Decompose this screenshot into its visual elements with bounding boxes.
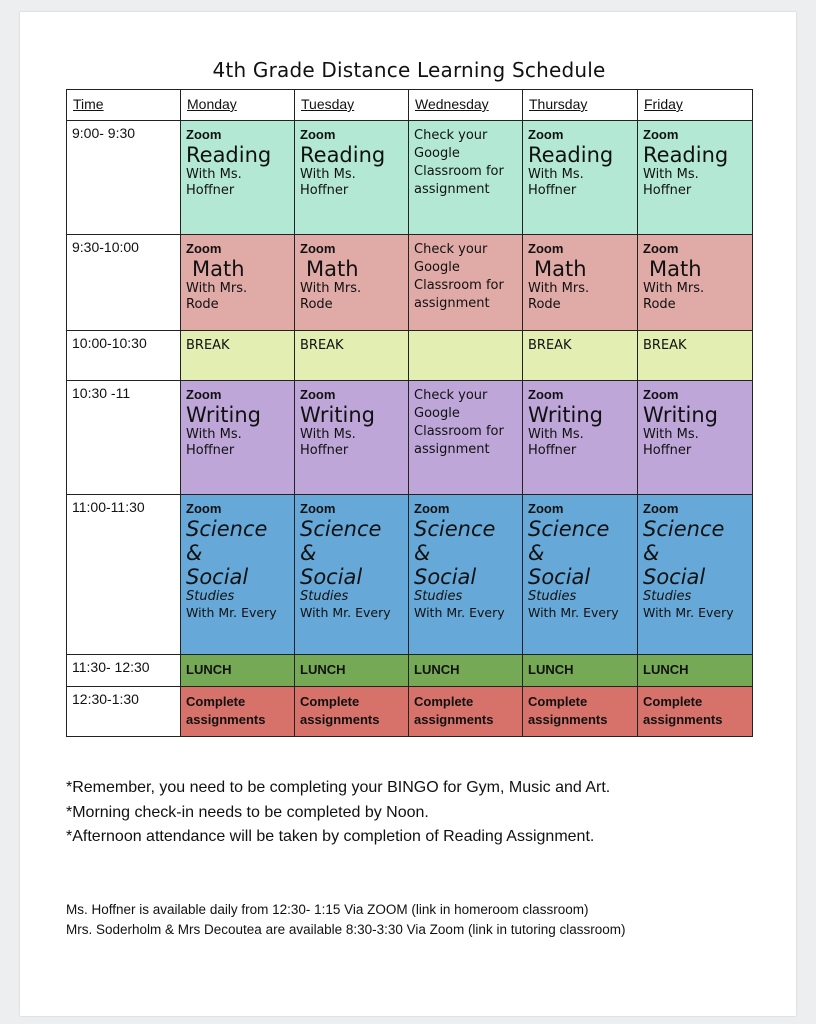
wed-line: Classroom for <box>414 424 504 439</box>
lunch-label: LUNCH <box>300 662 346 677</box>
subject-sub: Studies <box>414 589 463 604</box>
wed-line: Check your <box>414 128 488 143</box>
zoom-label: Zoom <box>300 387 336 402</box>
subject-label: Math <box>192 257 245 281</box>
break-label: BREAK <box>528 338 572 353</box>
header-row <box>67 90 753 121</box>
zoom-label: Zoom <box>300 127 336 142</box>
note-attendance: *Afternoon attendance will be taken by completion of Reading Assignment. <box>66 828 595 845</box>
zoom-label: Zoom <box>300 241 336 256</box>
break-label: BREAK <box>186 338 230 353</box>
teacher-line: With Mrs. <box>186 281 248 296</box>
time-cell: 9:00- 9:30 <box>67 121 181 235</box>
availability-info <box>66 900 626 940</box>
subject-label: Social <box>186 565 249 589</box>
zoom-label: Zoom <box>528 387 564 402</box>
teacher-line: With Ms. <box>643 427 699 442</box>
teacher-line: With Mr. Every <box>643 605 734 620</box>
teacher-name: Hoffner <box>186 443 235 458</box>
subject-label: Reading <box>528 143 614 167</box>
subject-label: Writing <box>186 403 261 427</box>
teacher-name: Rode <box>528 297 561 312</box>
lunch-cell-monday <box>181 655 295 687</box>
subject-label: Science & <box>186 517 268 565</box>
page-title: 4th Grade Distance Learning Schedule <box>212 58 606 82</box>
zoom-label: Zoom <box>186 127 222 142</box>
subject-label: Social <box>643 565 706 589</box>
time-cell: 9:30-10:00 <box>67 235 181 331</box>
zoom-label: Zoom <box>186 387 222 402</box>
wed-line: Google <box>414 146 460 161</box>
teacher-name: Hoffner <box>528 443 577 458</box>
zoom-label: Zoom <box>186 501 222 516</box>
row-break <box>67 331 753 381</box>
complete-line: assignments <box>643 712 723 727</box>
subject-sub: Studies <box>300 589 349 604</box>
science-cell-thursday <box>523 495 638 655</box>
complete-cell-tuesday <box>295 687 409 737</box>
subject-sub: Studies <box>643 589 692 604</box>
header-friday: Friday <box>638 90 753 121</box>
complete-line: assignments <box>186 712 266 727</box>
zoom-label: Zoom <box>414 501 450 516</box>
subject-label: Writing <box>300 403 375 427</box>
time-cell: 11:00-11:30 <box>67 495 181 655</box>
zoom-label: Zoom <box>186 241 222 256</box>
zoom-label: Zoom <box>643 387 679 402</box>
subject-label: Math <box>534 257 587 281</box>
subject-label: Science & <box>414 517 496 565</box>
zoom-label: Zoom <box>643 241 679 256</box>
subject-label: Science & <box>300 517 382 565</box>
break-cell-thursday <box>523 331 638 381</box>
complete-line: Complete <box>300 694 360 709</box>
reading-cell-thursday <box>523 121 638 235</box>
math-cell-friday <box>638 235 753 331</box>
subject-sub: Studies <box>186 589 235 604</box>
time-cell: 10:00-10:30 <box>67 331 181 381</box>
wed-line: Check your <box>414 388 488 403</box>
lunch-label: LUNCH <box>186 662 232 677</box>
writing-cell-monday <box>181 381 295 495</box>
lunch-cell-tuesday <box>295 655 409 687</box>
science-cell-monday <box>181 495 295 655</box>
row-math <box>67 235 753 331</box>
teacher-name: Hoffner <box>300 183 349 198</box>
zoom-label: Zoom <box>528 127 564 142</box>
subject-label: Writing <box>528 403 603 427</box>
availability-hoffner: Ms. Hoffner is available daily from 12:30- 1:15 Via ZOOM (link in homeroom classroom) <box>66 902 589 917</box>
reminder-notes <box>66 776 610 850</box>
break-cell-tuesday <box>295 331 409 381</box>
reading-cell-friday <box>638 121 753 235</box>
subject-label: Reading <box>643 143 729 167</box>
wed-line: assignment <box>414 182 490 197</box>
reading-cell-monday <box>181 121 295 235</box>
teacher-name: Hoffner <box>643 183 692 198</box>
complete-line: Complete <box>414 694 474 709</box>
wed-line: assignment <box>414 442 490 457</box>
complete-line: assignments <box>414 712 494 727</box>
math-cell-tuesday <box>295 235 409 331</box>
subject-label: Science & <box>528 517 610 565</box>
subject-label: Math <box>306 257 359 281</box>
teacher-line: With Mrs. <box>300 281 362 296</box>
subject-sub: Studies <box>528 589 577 604</box>
wed-line: Google <box>414 406 460 421</box>
teacher-line: With Mr. Every <box>186 605 277 620</box>
zoom-label: Zoom <box>643 501 679 516</box>
teacher-line: With Ms. <box>186 427 242 442</box>
teacher-line: With Mr. Every <box>300 605 391 620</box>
wed-line: assignment <box>414 296 490 311</box>
writing-cell-wednesday <box>409 381 523 495</box>
subject-label: Reading <box>300 143 386 167</box>
teacher-line: With Ms. <box>300 427 356 442</box>
complete-cell-wednesday <box>409 687 523 737</box>
zoom-label: Zoom <box>528 501 564 516</box>
note-checkin: *Morning check-in needs to be completed by Noon. <box>66 803 429 821</box>
math-cell-wednesday <box>409 235 523 331</box>
teacher-name: Rode <box>300 297 333 312</box>
schedule-table <box>66 89 753 737</box>
complete-line: Complete <box>528 694 588 709</box>
writing-cell-tuesday <box>295 381 409 495</box>
row-lunch <box>67 655 753 687</box>
note-bingo: *Remember, you need to be completing your BINGO for Gym, Music and Art. <box>66 779 611 796</box>
teacher-line: With Mrs. <box>528 281 590 296</box>
complete-line: assignments <box>300 712 380 727</box>
break-cell-friday <box>638 331 753 381</box>
subject-label: Social <box>528 565 591 589</box>
row-science <box>67 495 753 655</box>
lunch-label: LUNCH <box>414 662 460 677</box>
break-label: BREAK <box>643 338 687 353</box>
row-complete <box>67 687 753 737</box>
teacher-name: Hoffner <box>643 443 692 458</box>
teacher-name: Hoffner <box>300 443 349 458</box>
teacher-line: With Ms. <box>643 167 699 182</box>
time-cell: 10:30 -11 <box>67 381 181 495</box>
subject-label: Social <box>414 565 477 589</box>
teacher-name: Rode <box>186 297 219 312</box>
complete-line: Complete <box>643 694 703 709</box>
reading-cell-tuesday <box>295 121 409 235</box>
writing-cell-friday <box>638 381 753 495</box>
wed-line: Check your <box>414 242 488 257</box>
teacher-line: With Ms. <box>186 167 242 182</box>
math-cell-monday <box>181 235 295 331</box>
subject-label: Writing <box>643 403 718 427</box>
zoom-label: Zoom <box>528 241 564 256</box>
complete-line: Complete <box>186 694 246 709</box>
lunch-cell-wednesday <box>409 655 523 687</box>
break-cell-wednesday <box>409 331 523 381</box>
science-cell-friday <box>638 495 753 655</box>
teacher-name: Rode <box>643 297 676 312</box>
science-cell-tuesday <box>295 495 409 655</box>
complete-cell-friday <box>638 687 753 737</box>
header-tuesday: Tuesday <box>295 90 409 121</box>
zoom-label: Zoom <box>643 127 679 142</box>
teacher-name: Hoffner <box>528 183 577 198</box>
row-reading <box>67 121 753 235</box>
wed-line: Classroom for <box>414 278 504 293</box>
availability-tutors: Mrs. Soderholm & Mrs Decoutea are available 8:30-3:30 Via Zoom (link in tutoring classroom) <box>66 922 626 937</box>
wed-line: Classroom for <box>414 164 504 179</box>
header-wednesday: Wednesday <box>409 90 523 121</box>
break-label: BREAK <box>300 338 344 353</box>
teacher-line: With Mr. Every <box>414 605 505 620</box>
teacher-line: With Ms. <box>528 427 584 442</box>
header-monday: Monday <box>181 90 295 121</box>
lunch-cell-friday <box>638 655 753 687</box>
subject-label: Science & <box>643 517 725 565</box>
header-thursday: Thursday <box>523 90 638 121</box>
teacher-line: With Mrs. <box>643 281 705 296</box>
break-cell-monday <box>181 331 295 381</box>
reading-cell-wednesday <box>409 121 523 235</box>
math-cell-thursday <box>523 235 638 331</box>
lunch-label: LUNCH <box>643 662 689 677</box>
complete-line: assignments <box>528 712 608 727</box>
teacher-line: With Mr. Every <box>528 605 619 620</box>
writing-cell-thursday <box>523 381 638 495</box>
wed-line: Google <box>414 260 460 275</box>
lunch-cell-thursday <box>523 655 638 687</box>
subject-label: Social <box>300 565 363 589</box>
science-cell-wednesday <box>409 495 523 655</box>
row-writing <box>67 381 753 495</box>
teacher-name: Hoffner <box>186 183 235 198</box>
header-time: Time <box>67 90 181 121</box>
complete-cell-thursday <box>523 687 638 737</box>
teacher-line: With Ms. <box>300 167 356 182</box>
time-cell: 11:30- 12:30 <box>67 655 181 687</box>
complete-cell-monday <box>181 687 295 737</box>
time-cell: 12:30-1:30 <box>67 687 181 737</box>
subject-label: Math <box>649 257 702 281</box>
teacher-line: With Ms. <box>528 167 584 182</box>
subject-label: Reading <box>186 143 272 167</box>
zoom-label: Zoom <box>300 501 336 516</box>
lunch-label: LUNCH <box>528 662 574 677</box>
